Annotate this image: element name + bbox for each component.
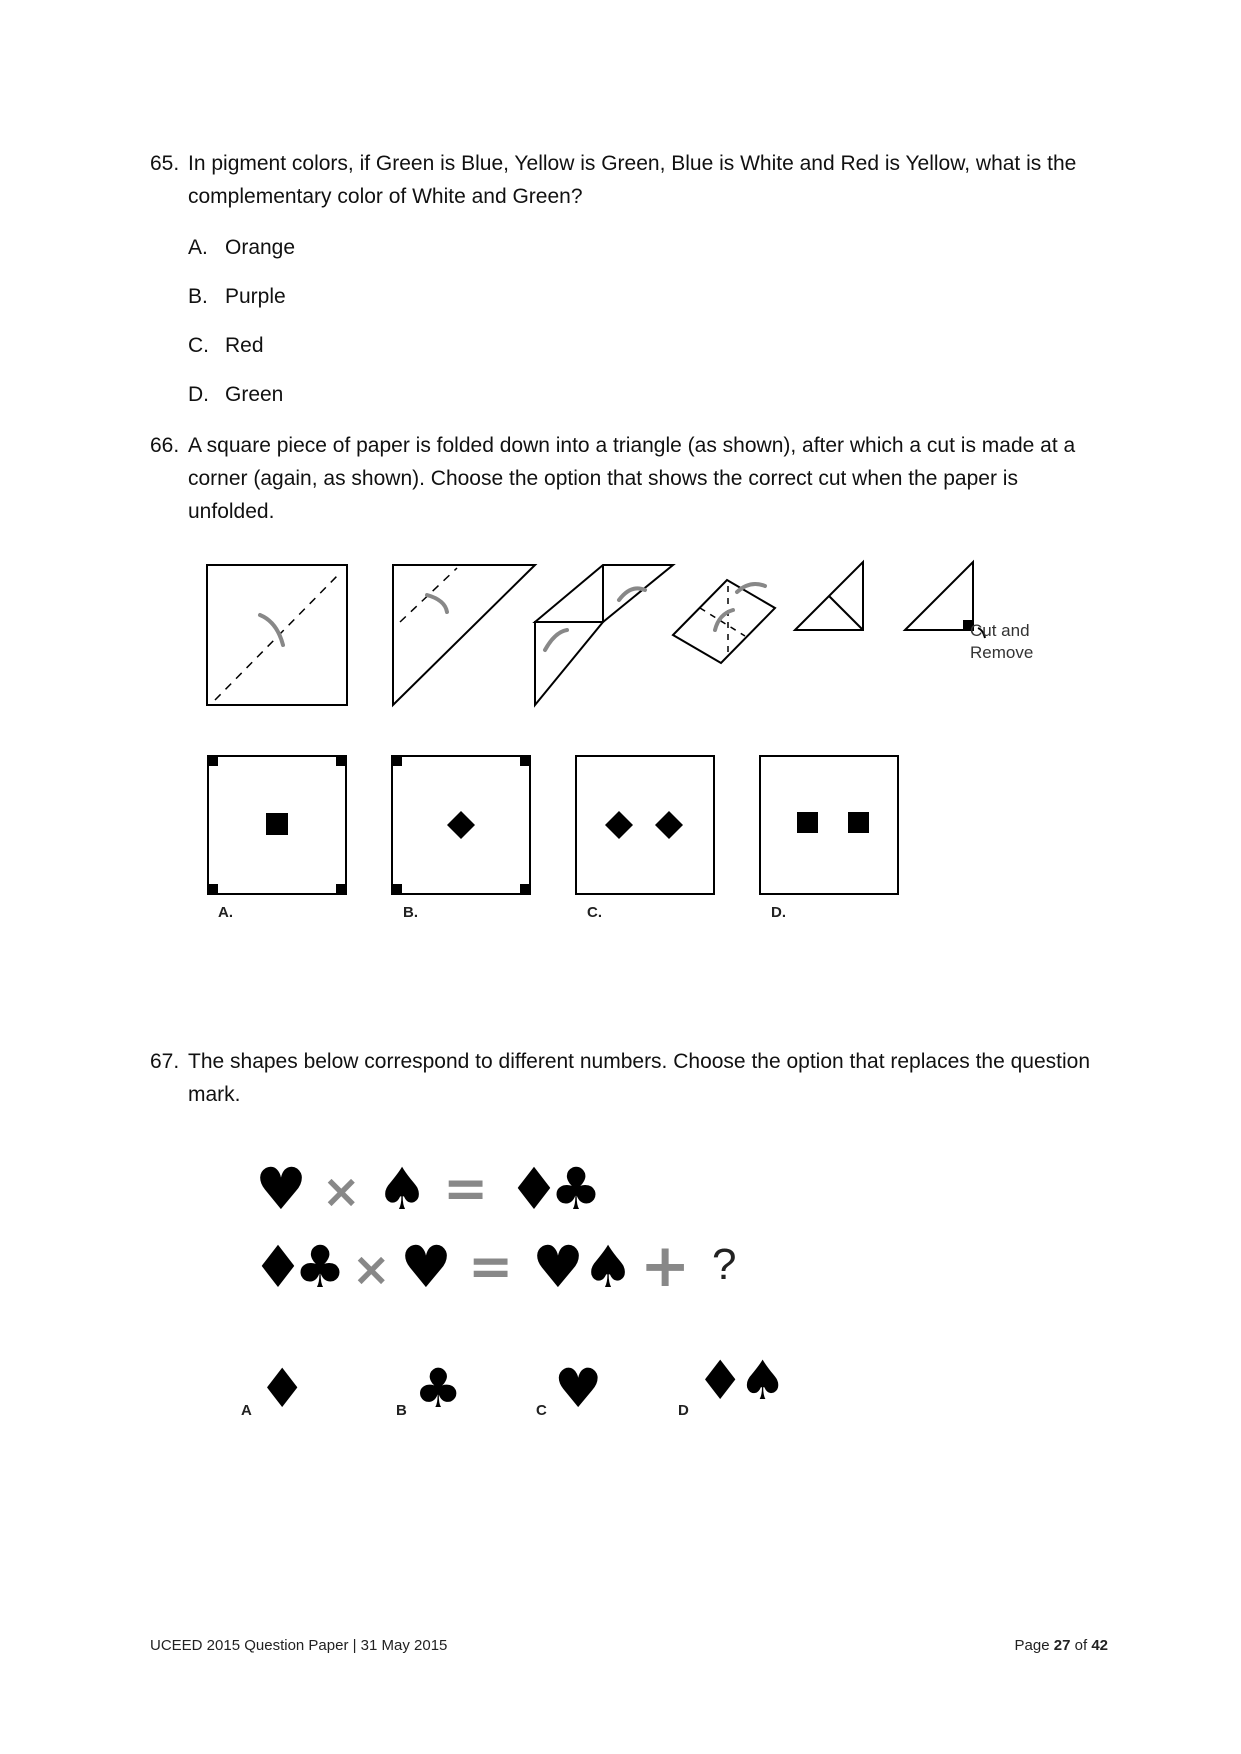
question-66 bbox=[150, 429, 1090, 528]
diamond-icon: ♦ bbox=[252, 1233, 304, 1301]
diamond-icon: ♦ bbox=[508, 1155, 560, 1223]
option-label: A bbox=[241, 1402, 252, 1419]
question-65 bbox=[150, 147, 1090, 213]
cut-diamond bbox=[447, 811, 475, 839]
q65-option-a[interactable] bbox=[188, 235, 295, 261]
club-icon: ♣ bbox=[550, 1155, 602, 1223]
cut-label-line-2: Remove bbox=[970, 643, 1034, 662]
diamond-spade-icon: ♦♠ bbox=[696, 1349, 781, 1412]
q65-option-c[interactable] bbox=[188, 333, 264, 359]
option-letter: B. bbox=[188, 285, 208, 308]
fold-arrow-icon bbox=[260, 615, 283, 645]
club-icon: ♣ bbox=[294, 1233, 346, 1301]
heart-icon: ♥ bbox=[255, 1155, 307, 1223]
question-number: 67. bbox=[150, 1050, 180, 1073]
question-text: A square piece of paper is folded down into a triangle (as shown), after which a cut is made at a corner (again, as shown). Choose the option that shows the correct cut when the paper is unfolded. bbox=[188, 434, 1076, 523]
fold-arrow-icon bbox=[427, 595, 447, 612]
q65-option-d[interactable] bbox=[188, 382, 283, 408]
option-label: B bbox=[396, 1402, 407, 1419]
heart-icon: ♥ bbox=[532, 1233, 584, 1301]
cut-label bbox=[970, 620, 1033, 664]
club-icon: ♣ bbox=[414, 1357, 463, 1420]
question-mark: ? bbox=[712, 1240, 737, 1289]
q66-option-label-b: B. bbox=[403, 904, 418, 921]
equals-icon: = bbox=[443, 1157, 489, 1220]
question-number: 65. bbox=[150, 152, 180, 175]
spade-icon: ♠ bbox=[582, 1233, 634, 1301]
page-of: of bbox=[1074, 1637, 1088, 1654]
option-letter: D. bbox=[188, 383, 209, 406]
diamond-icon: ♦ bbox=[258, 1357, 307, 1420]
fold-step-1-square bbox=[207, 565, 347, 705]
option-text: Purple bbox=[225, 285, 286, 308]
fold-step-4-shape bbox=[673, 580, 775, 663]
multiply-icon: × bbox=[322, 1164, 361, 1218]
page-prefix: Page bbox=[1014, 1637, 1050, 1654]
fold-arrow-icon bbox=[545, 630, 567, 650]
question-text: The shapes below correspond to different numbers. Choose the option that replaces the question mark. bbox=[188, 1050, 1091, 1106]
option-letter: A. bbox=[188, 236, 208, 259]
heart-icon: ♥ bbox=[554, 1357, 603, 1420]
cut-square bbox=[797, 812, 818, 833]
option-text: Red bbox=[225, 334, 264, 357]
cut-square bbox=[266, 813, 288, 835]
page-total: 42 bbox=[1091, 1637, 1108, 1654]
question-number: 66. bbox=[150, 434, 180, 457]
cut-diamond bbox=[605, 811, 633, 839]
footer-left: UCEED 2015 Question Paper | 31 May 2015 bbox=[150, 1637, 448, 1654]
spade-icon: ♠ bbox=[376, 1155, 428, 1223]
option-text: Green bbox=[225, 383, 284, 406]
equals-icon: = bbox=[468, 1235, 514, 1298]
fold-step-3-bottom bbox=[535, 622, 603, 705]
cut-diamond bbox=[655, 811, 683, 839]
footer-page bbox=[1015, 1637, 1108, 1654]
heart-icon: ♥ bbox=[400, 1233, 452, 1301]
cut-label-line-1: Cut and bbox=[970, 621, 1030, 640]
question-text: In pigment colors, if Green is Blue, Yellow is Green, Blue is White and Red is Yellow, what is the complementary color of White and Green? bbox=[188, 152, 1077, 208]
folding-sequence-figure bbox=[195, 550, 1095, 720]
question-67 bbox=[150, 1045, 1090, 1111]
q66-options-figure[interactable] bbox=[200, 752, 920, 902]
option-text: Orange bbox=[225, 236, 296, 259]
page-number: 27 bbox=[1053, 1637, 1071, 1654]
option-letter: C. bbox=[188, 334, 209, 357]
plus-icon: + bbox=[640, 1231, 691, 1301]
option-label: D bbox=[678, 1402, 689, 1419]
q66-option-label-c: C. bbox=[587, 904, 602, 921]
fold-step-6-triangle bbox=[905, 562, 973, 630]
fold-step-2-triangle bbox=[393, 565, 535, 705]
multiply-icon: × bbox=[352, 1242, 391, 1296]
fold-arrow-icon bbox=[737, 584, 765, 592]
q66-option-label-d: D. bbox=[771, 904, 786, 921]
q65-option-b[interactable] bbox=[188, 284, 286, 310]
cut-square bbox=[848, 812, 869, 833]
option-label: C bbox=[536, 1402, 547, 1419]
q66-option-label-a: A. bbox=[218, 904, 233, 921]
fold-arrow-icon bbox=[715, 610, 733, 630]
